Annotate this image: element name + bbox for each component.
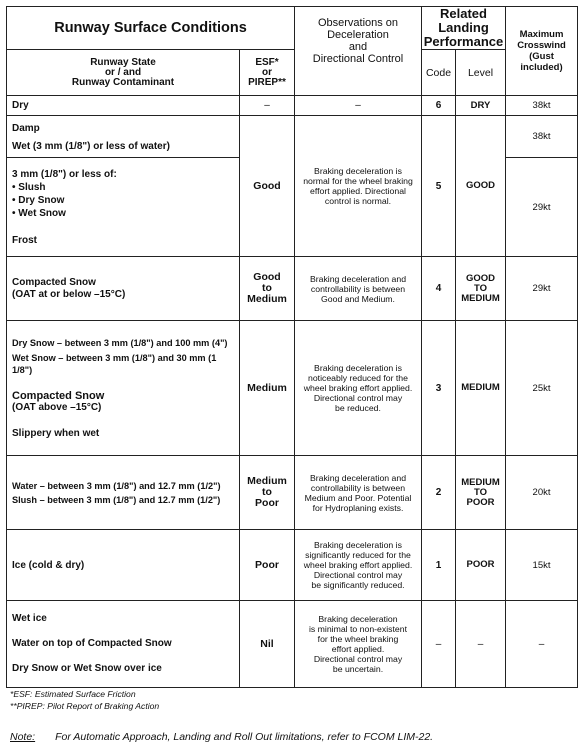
- obs-header-l3: and: [348, 41, 368, 53]
- obs-ice-l1: Braking deceleration is: [314, 540, 402, 550]
- code-good: 5: [422, 116, 456, 257]
- level-dry: DRY: [456, 96, 506, 116]
- good-bullet-wet-snow: • Wet Snow: [12, 207, 66, 219]
- nil-line-3: Dry Snow or Wet Snow over ice: [12, 663, 162, 674]
- level-compacted-l2: TO: [473, 282, 488, 294]
- esf-water: [240, 456, 295, 530]
- level-water-l1: MEDIUM: [461, 476, 500, 488]
- footnote-pirep: **PIREP: Pilot Report of Braking Action: [10, 701, 160, 711]
- obs-medium: [295, 321, 422, 456]
- esf-water-l1: Medium: [247, 475, 287, 487]
- level-water-l3: POOR: [466, 496, 495, 508]
- xw-water: 20kt: [506, 456, 578, 530]
- obs-good-l3: effort applied. Directional: [310, 186, 406, 196]
- esf-header-l3: PIREP**: [248, 76, 286, 88]
- xw-ice: 15kt: [506, 530, 578, 601]
- observations-header: [295, 7, 422, 96]
- level-compacted: [456, 257, 506, 321]
- esf-compacted: [240, 257, 295, 321]
- medium-line-2: Wet Snow – between 3 mm (1/8") and 30 mm (1 1/8"): [12, 352, 217, 375]
- state-header-l3: Runway Contaminant: [71, 76, 175, 88]
- good-line-1: 3 mm (1/8") or less of:: [12, 168, 117, 180]
- note-label: Note:: [10, 731, 36, 743]
- esf-header: [240, 50, 295, 96]
- row-nil: [7, 601, 578, 688]
- xw-medium: 25kt: [506, 321, 578, 456]
- obs-medium-l2: noticeably reduced for the: [308, 373, 408, 383]
- esf-ice: Poor: [240, 530, 295, 601]
- state-dry: Dry: [7, 96, 240, 116]
- esf-compacted-l2: to: [262, 282, 272, 294]
- damp-line: Damp: [12, 122, 40, 134]
- obs-nil-l2: is minimal to non-existent: [308, 624, 407, 634]
- level-medium: MEDIUM: [456, 321, 506, 456]
- row-water: [7, 456, 578, 530]
- note-text: For Automatic Approach, Landing and Roll Out limitations, refer to FCOM LIM-22.: [55, 731, 434, 743]
- xw-header-l4: included): [520, 62, 563, 73]
- compacted-line-1: Compacted Snow: [12, 276, 96, 288]
- esf-header-l2: or: [262, 66, 272, 78]
- medium-line-1: Dry Snow – between 3 mm (1/8") and 100 mm (4"): [12, 337, 228, 348]
- obs-medium-l1: Braking deceleration is: [314, 363, 402, 373]
- xw-compacted: 29kt: [506, 257, 578, 321]
- xw-damp: 38kt: [506, 116, 578, 158]
- obs-water-l3: Medium and Poor. Potential: [304, 492, 412, 503]
- level-good: GOOD: [456, 116, 506, 257]
- obs-compacted-l1: Braking deceleration and: [309, 273, 407, 284]
- obs-header-l1: Observations on: [317, 17, 399, 29]
- obs-ice-l4: Directional control may: [313, 570, 403, 580]
- medium-line-5: Slippery when wet: [12, 427, 100, 439]
- level-ice: POOR: [456, 530, 506, 601]
- code-water: 2: [422, 456, 456, 530]
- xw-header-l1: Maximum: [519, 29, 564, 40]
- obs-compacted: [295, 257, 422, 321]
- code-ice: 1: [422, 530, 456, 601]
- compacted-line-2: (OAT at or below –15°C): [12, 288, 126, 300]
- fcom-note: [10, 731, 433, 743]
- state-nil: [7, 601, 240, 688]
- state-good: [7, 158, 240, 257]
- row-dry: [7, 96, 578, 116]
- obs-ice-l5: be significantly reduced.: [311, 580, 405, 590]
- obs-nil: [295, 601, 422, 688]
- obs-header-l4: Directional Control: [312, 53, 404, 65]
- good-bullet-slush: • Slush: [12, 181, 46, 193]
- level-nil: –: [456, 601, 506, 688]
- nil-line-2: Water on top of Compacted Snow: [12, 638, 172, 649]
- related-landing-header: [422, 7, 506, 50]
- runway-condition-table: [6, 6, 578, 688]
- medium-line-3: Compacted Snow: [12, 389, 105, 402]
- obs-medium-l4: Directional control may: [313, 393, 403, 403]
- obs-ice-l2: significantly reduced for the: [305, 550, 411, 560]
- state-header-l1: Runway State: [90, 56, 156, 68]
- code-header: Code: [422, 50, 456, 96]
- level-water-l2: TO: [473, 486, 488, 498]
- xw-nil: –: [506, 601, 578, 688]
- state-ice: Ice (cold & dry): [7, 530, 240, 601]
- esf-header-l1: ESF*: [255, 56, 279, 68]
- runway-state-header: [7, 50, 240, 96]
- level-compacted-l1: GOOD: [465, 272, 496, 284]
- obs-dry: –: [295, 96, 422, 116]
- level-compacted-l3: MEDIUM: [461, 292, 500, 304]
- esf-medium: Medium: [240, 321, 295, 456]
- obs-water-l4: for Hydroplaning exists.: [312, 502, 404, 513]
- obs-nil-l4: effort applied.: [331, 644, 385, 654]
- obs-compacted-l3: Good and Medium.: [321, 293, 395, 304]
- state-header-l2: or / and: [104, 66, 142, 78]
- obs-ice-l3: wheel braking effort applied.: [303, 560, 413, 570]
- code-medium: 3: [422, 321, 456, 456]
- obs-water-l2: controllability is between: [310, 482, 406, 493]
- max-crosswind-header: [506, 7, 578, 96]
- xw-good: 29kt: [506, 158, 578, 257]
- obs-header-l2: Deceleration: [327, 29, 389, 41]
- esf-water-l2: to: [262, 486, 272, 498]
- water-line-1: Water – between 3 mm (1/8") and 12.7 mm (1/2"): [12, 480, 221, 491]
- esf-compacted-l3: Medium: [247, 293, 287, 305]
- state-damp: [7, 116, 240, 158]
- obs-good-l2: normal for the wheel braking: [303, 176, 413, 186]
- obs-good: [295, 116, 422, 257]
- obs-nil-l6: be uncertain.: [332, 664, 384, 674]
- esf-nil: Nil: [240, 601, 295, 688]
- obs-good-l1: Braking deceleration is: [314, 166, 402, 176]
- good-frost: Frost: [12, 234, 37, 246]
- obs-medium-l3: wheel braking effort applied.: [303, 383, 413, 393]
- obs-nil-l1: Braking deceleration: [318, 614, 398, 624]
- water-line-2: Slush – between 3 mm (1/8") and 12.7 mm (1/2"): [12, 494, 221, 505]
- esf-good: Good: [240, 116, 295, 257]
- obs-water-l1: Braking deceleration and: [309, 472, 407, 483]
- obs-medium-l5: be reduced.: [335, 403, 381, 413]
- code-nil: –: [422, 601, 456, 688]
- related-l3: Performance: [423, 34, 504, 49]
- obs-compacted-l2: controllability is between: [310, 283, 406, 294]
- row-damp: [7, 116, 578, 158]
- obs-nil-l3: for the wheel braking: [317, 634, 399, 644]
- surface-conditions-header: Runway Surface Conditions: [7, 7, 295, 50]
- esf-water-l3: Poor: [255, 497, 279, 509]
- row-compacted: [7, 257, 578, 321]
- obs-ice: [295, 530, 422, 601]
- related-l1: Related: [440, 6, 487, 21]
- xw-dry: 38kt: [506, 96, 578, 116]
- xw-header-l2: Crosswind: [517, 40, 566, 51]
- medium-line-4: (OAT above –15°C): [12, 401, 102, 413]
- xw-header-l3: (Gust: [529, 51, 554, 62]
- footnote-esf: *ESF: Estimated Surface Friction: [10, 689, 136, 699]
- code-dry: 6: [422, 96, 456, 116]
- obs-good-l4: control is normal.: [324, 196, 392, 206]
- good-bullet-dry-snow: • Dry Snow: [12, 194, 65, 206]
- row-medium: [7, 321, 578, 456]
- code-compacted: 4: [422, 257, 456, 321]
- related-l2: Landing: [438, 20, 489, 35]
- state-medium: [7, 321, 240, 456]
- state-water: [7, 456, 240, 530]
- state-compacted: [7, 257, 240, 321]
- nil-line-1: Wet ice: [12, 613, 47, 624]
- esf-dry: –: [240, 96, 295, 116]
- obs-water: [295, 456, 422, 530]
- level-header: Level: [456, 50, 506, 96]
- level-water: [456, 456, 506, 530]
- wet-line: Wet (3 mm (1/8") or less of water): [12, 140, 170, 152]
- esf-compacted-l1: Good: [253, 271, 281, 283]
- obs-nil-l5: Directional control may: [313, 654, 403, 664]
- row-ice: [7, 530, 578, 601]
